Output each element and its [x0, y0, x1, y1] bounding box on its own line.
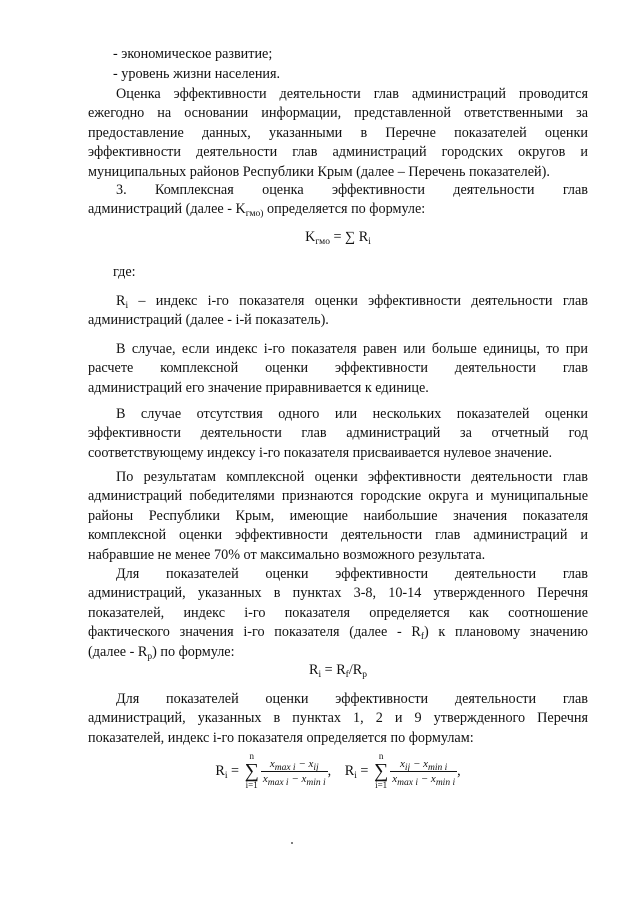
operator: − — [417, 772, 431, 785]
scan-speck — [291, 842, 293, 844]
text-run: ) по формуле: — [152, 643, 235, 660]
formula-punctuation: , — [327, 762, 332, 779]
denominator — [261, 772, 328, 786]
variable: x — [308, 757, 314, 770]
subscript: i — [354, 770, 357, 781]
text-run: (далее - R — [88, 643, 148, 660]
formula-symbol: R — [309, 662, 319, 678]
subscript: min i — [428, 762, 448, 773]
text-line — [88, 200, 588, 219]
text-line: эффективности деятельности глав администраций городских округов и — [88, 144, 588, 161]
text-line: Для показателей оценки эффективности деятельности глав — [116, 566, 588, 582]
paragraph-ri-definition — [88, 292, 588, 331]
subscript: max i — [397, 777, 418, 788]
formula-ri-ratio — [88, 662, 588, 679]
variable: x — [423, 757, 429, 770]
formula-symbol: /R — [348, 662, 363, 678]
text-line: Оценка эффективности деятельности глав администраций проводится — [116, 86, 588, 102]
paragraph-section-3 — [88, 181, 588, 220]
formula-ij-minus-min — [345, 749, 461, 793]
list-item: - уровень жизни населения. — [113, 66, 281, 82]
sigma-symbol: ∑ — [373, 760, 389, 783]
subscript: i — [224, 770, 228, 781]
text-line: соответствующему индексу i-го показателя присваивается нулевое значение. — [88, 444, 553, 461]
formula-symbol: R — [116, 293, 126, 309]
sigma-symbol: ∑ — [244, 760, 259, 783]
formula-kgmo — [88, 229, 588, 246]
subscript: f — [420, 632, 425, 643]
text-line: эффективности деятельности глав администраций за отчетный год — [88, 425, 588, 442]
numerator — [390, 757, 457, 772]
fraction — [261, 757, 328, 786]
variable: x — [400, 757, 405, 770]
text-line: показателей, индекс i-го показателя определяется по формулам: — [88, 729, 474, 746]
text-line: показателей, индекс i-го показателя определяется как соотношение — [88, 604, 588, 621]
subscript: p — [362, 670, 367, 680]
paragraph-indicators-formulas — [88, 690, 588, 748]
variable: x — [262, 772, 268, 785]
subscript: max i — [267, 777, 289, 788]
text-line: В случае отсутствия одного или нескольких показателей оценки — [116, 406, 588, 422]
text-line: набравшие не менее 70% от максимально возможного результата. — [88, 546, 486, 563]
list-item: - экономическое развитие; — [113, 46, 273, 62]
text-line: Для показателей оценки эффективности деятельности глав — [116, 691, 588, 707]
formula-symbol: K — [305, 229, 316, 245]
summation — [245, 752, 259, 790]
text-line: расчете комплексной оценки эффективности деятельности глав — [88, 360, 588, 377]
text-run: – индекс i-го показателя оценки эффективности деятельности глав — [128, 293, 588, 309]
text-line: В случае, если индекс i-го показателя равен или больше единицы, то при — [116, 341, 588, 357]
text-run: фактического значения i-го показателя (далее - R — [88, 624, 421, 641]
operator: − — [295, 757, 309, 770]
paragraph-winners — [88, 468, 588, 565]
subscript: max i — [274, 762, 296, 773]
text-line: 3. Комплексная оценка эффективности деятельности глав — [116, 182, 588, 198]
summation-lower: i=1 — [375, 780, 388, 791]
variable: x — [269, 757, 275, 770]
paragraph-evaluation — [88, 85, 588, 182]
paragraph-unity — [88, 340, 588, 398]
text-line: муниципальных районов Республики Крым (далее – Перечень показателей). — [88, 163, 550, 180]
text-line — [88, 623, 588, 642]
text-run: определяется по формуле: — [263, 201, 426, 218]
paragraph-absence — [88, 405, 588, 463]
subscript: min i — [306, 777, 326, 788]
subscript: гмо — [315, 237, 330, 247]
text-line: администраций, указанных в пунктах 1, 2 и 9 утвержденного Перечня — [88, 710, 588, 727]
formula-max-minus-ij — [215, 749, 331, 793]
formula-symbol: R — [344, 762, 355, 779]
subscript: ij — [404, 762, 411, 773]
text-run: администраций (далее - K — [88, 201, 246, 218]
text-line: ежегодно на основании информации, представленной ответственными за — [88, 105, 588, 122]
subscript: i — [318, 670, 322, 680]
subscript: min i — [435, 777, 456, 788]
variable: x — [301, 772, 307, 785]
text-line: администраций (далее - i-й показатель). — [88, 312, 329, 329]
subscript: f — [345, 670, 349, 680]
text-line — [88, 643, 588, 662]
subscript: i — [125, 301, 129, 311]
text-run: ) к плановому значению — [424, 624, 588, 641]
variable: x — [392, 772, 398, 785]
subscript: i — [368, 237, 371, 247]
formula-symbol: R — [215, 762, 225, 779]
formula-symbol: = — [356, 762, 372, 779]
fraction — [390, 757, 457, 786]
formula-symbol: = R — [321, 662, 346, 678]
formula-punctuation: , — [457, 762, 461, 779]
operator: − — [410, 757, 424, 770]
summation-lower: i=1 — [245, 780, 258, 791]
formula-symbol: = ∑ R — [329, 229, 369, 245]
subscript: p — [147, 651, 153, 662]
subscript: гмо) — [245, 209, 264, 220]
formula-symbol: = — [227, 762, 243, 779]
summation — [374, 752, 388, 790]
text-line: предоставление данных, указанными в Перечне показателей оценки — [88, 124, 588, 141]
text-line: По результатам комплексной оценки эффективности деятельности глав — [116, 469, 588, 485]
subscript: ij — [313, 762, 319, 773]
text-line: администраций, указанных в пунктах 3-8, 10-14 утвержденного Перечня — [88, 585, 588, 602]
paragraph-indicators-ratio — [88, 565, 588, 662]
summation-upper: n — [249, 751, 254, 762]
formula-normalized-pair — [88, 748, 588, 792]
numerator — [261, 757, 328, 772]
where-label: где: — [113, 264, 136, 280]
text-line: администраций его значение приравнивается к единице. — [88, 379, 429, 396]
text-line: комплексной оценки эффективности деятельности глав администраций и — [88, 527, 588, 544]
denominator — [390, 772, 457, 786]
summation-upper: n — [378, 751, 384, 762]
operator: − — [288, 772, 302, 785]
text-line — [88, 292, 588, 311]
text-line: районы Республики Крым, имеющие наибольшие значения показателя — [88, 507, 588, 524]
text-line: администраций победителями признаются городские округа и муниципальные — [88, 488, 588, 505]
variable: x — [430, 772, 436, 785]
